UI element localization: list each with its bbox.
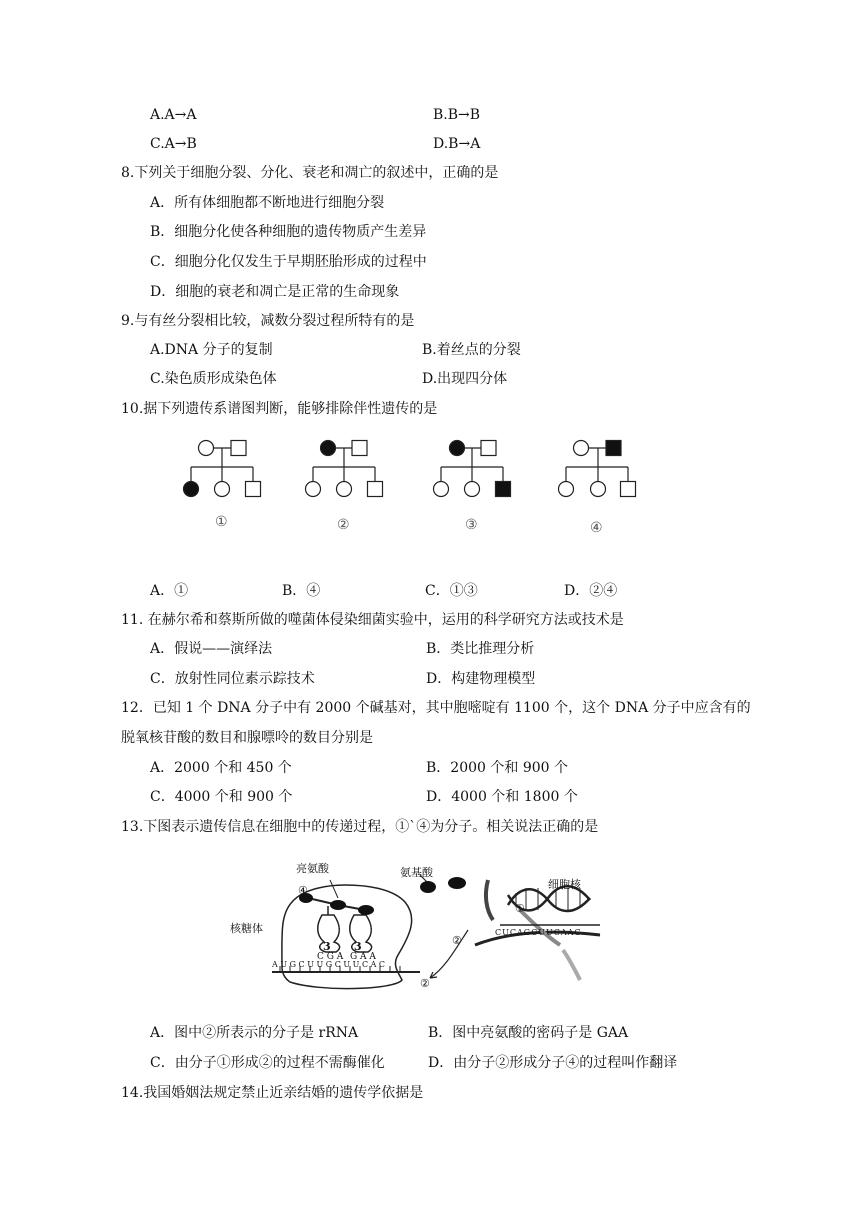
q12-stem-line1: 12．已知 1 个 DNA 分子中有 2000 个碱基对，其中胞嘧啶有 1100 个，这个 DNA 分子中应含有的 [121,700,751,716]
anticodon-1: C G A [317,952,344,962]
q7-option-b: B.B→B [433,107,481,123]
q10-option-b: B．④ [282,583,321,599]
q13-option-a: A．图中②所表示的分子是 rRNA [150,1025,359,1041]
q13-option-c: C．由分子①形成②的过程不需酶催化 [150,1055,385,1071]
q8-option-a: A．所有体细胞都不断地进行细胞分裂 [150,195,385,211]
q9-option-c: C.染色质形成染色体 [150,371,277,387]
pedigree-label-1: ① [215,514,228,530]
q8-option-b: B．细胞分化使各种细胞的遗传物质产生差异 [150,224,427,240]
q11-option-c: C．放射性同位素示踪技术 [150,671,315,687]
q11-stem: 11. 在赫尔希和蔡斯所做的噬菌体侵染细菌实验中，运用的科学研究方法或技术是 [121,612,624,628]
q12-option-d: D．4000 个和 1800 个 [426,789,578,805]
q9-option-a: A.DNA 分子的复制 [150,342,273,358]
anticodon-2: G A A [350,952,376,962]
label-leucine: 亮氨酸 [296,862,329,875]
q10-stem: 10.据下列遗传系谱图判断，能够排除伴性遗传的是 [121,401,438,417]
q13-stem: 13.下图表示遗传信息在细胞中的传递过程，①`④为分子。相关说法正确的是 [121,819,599,835]
label-ribosome: 核糖体 [230,922,263,935]
pedigree-label-3: ③ [465,517,478,533]
q12-option-a: A．2000 个和 450 个 [150,760,292,776]
label-amino-acid: 氨基酸 [400,866,433,879]
pedigree-label-4: ④ [590,520,603,536]
q12-stem-line2: 脱氧核苷酸的数目和腺嘌呤的数目分别是 [121,730,373,746]
mark-4: ④ [298,884,308,897]
q7-option-d: D.B→A [433,136,481,152]
q12-option-c: C．4000 个和 900 个 [150,789,293,805]
q10-option-c: C．①③ [425,583,478,599]
q9-stem: 9.与有丝分裂相比较，减数分裂过程所特有的是 [121,313,415,329]
label-nucleus: 细胞核 [548,878,581,891]
arrow-mrna-export [430,930,468,978]
q12-option-b: B．2000 个和 900 个 [426,760,568,776]
q7-option-c: C.A→B [150,136,197,152]
q10-option-a: A．① [150,583,189,599]
q8-stem: 8.下列关于细胞分裂、分化、衰老和凋亡的叙述中，正确的是 [121,165,499,181]
mark-2-lower: ② [420,977,430,990]
q9-option-d: D.出现四分体 [422,371,508,387]
q11-option-d: D．构建物理模型 [426,671,536,687]
q11-option-b: B．类比推理分析 [426,641,535,657]
mrna-sequence: A U G C U U G C U U C A C [272,960,386,969]
q7-option-a: A.A→A [150,107,197,123]
q14-stem: 14.我国婚姻法规定禁止近亲结婚的遗传学依据是 [121,1085,424,1101]
mark-3-right: 3 [354,940,362,953]
q8-option-c: C．细胞分化仅发生于早期胚胎形成的过程中 [150,254,427,270]
q9-option-b: B.着丝点的分裂 [422,342,521,358]
mark-1: ① [515,902,525,915]
q13-option-b: B．图中亮氨酸的密码子是 GAA [428,1025,629,1041]
dna-template-sequence: CUCAGCUUCAAC [495,928,582,937]
mark-2-upper: ② [452,934,462,947]
q8-option-d: D．细胞的衰老和凋亡是正常的生命现象 [150,284,400,300]
q10-option-d: D．②④ [564,583,618,599]
pedigree-label-2: ② [337,517,350,533]
mark-3-left: 3 [323,940,331,953]
q11-option-a: A．假说——演绎法 [150,641,273,657]
q13-option-d: D．由分子②形成分子④的过程叫作翻译 [428,1055,678,1071]
